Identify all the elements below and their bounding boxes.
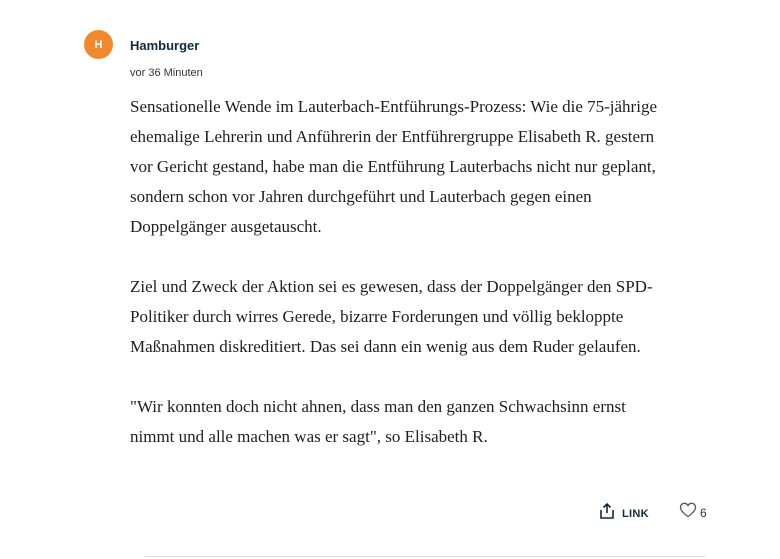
link-label: LINK xyxy=(622,507,649,520)
divider xyxy=(145,556,705,557)
share-icon xyxy=(598,502,616,525)
like-count: 6 xyxy=(700,505,707,520)
link-button[interactable] xyxy=(598,502,649,525)
comment-author[interactable]: Hamburger xyxy=(130,38,200,53)
comment-paragraph: Ziel und Zweck der Aktion sei es gewesen, dass der Doppelgänger den SPD-Politiker durch wirres Gerede, bizarre Forderungen und völlig bekloppte Maßnahmen diskreditiert. Das sei dann ein wenig aus dem Ruder gelaufen. xyxy=(130,277,653,356)
avatar-initial: H xyxy=(94,38,103,51)
comment-paragraph: Sensationelle Wende im Lauterbach-Entführungs-Prozess: Wie die 75-jährige ehemalige Lehrerin und Anführerin der Entführergruppe Elisabeth R. gestern vor Gericht gestand, habe man die Entführung Lauterbachs nicht nur geplant, sondern schon vor Jahren durchgeführt und Lauterbach gegen einen Doppelgänger ausgetauscht. xyxy=(130,97,657,236)
like-button[interactable] xyxy=(679,502,707,523)
avatar[interactable] xyxy=(84,30,113,59)
comment-paragraph: "Wir konnten doch nicht ahnen, dass man den ganzen Schwachsinn ernst nimmt und alle machen was er sagt", so Elisabeth R. xyxy=(130,397,626,446)
comment-actions xyxy=(0,500,780,526)
comment-timestamp: vor 36 Minuten xyxy=(130,67,203,79)
comment-body xyxy=(130,92,670,452)
heart-icon xyxy=(679,502,697,523)
